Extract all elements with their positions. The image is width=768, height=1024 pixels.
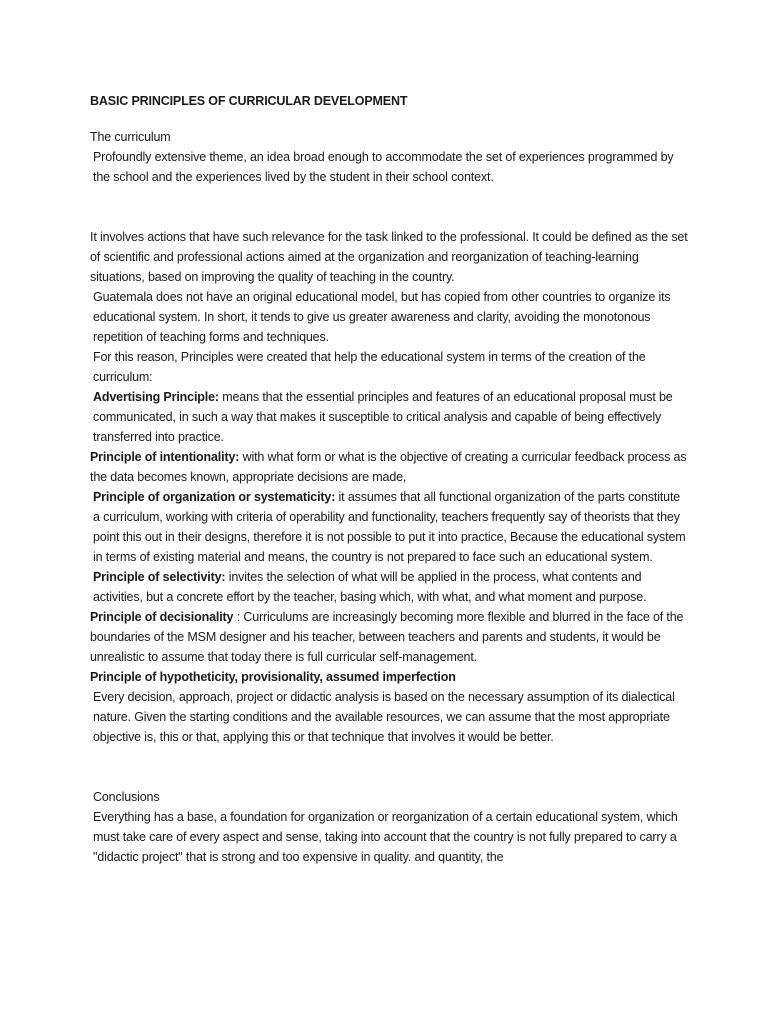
guatemala-paragraph: Guatemala does not have an original educational model, but has copied from other countries to organize its educational system. In short, it tends to give us greater awareness and clarity, avoiding the monotonous repetition of teaching forms and techniques.	[93, 290, 671, 344]
principle-name: Advertising Principle:	[93, 390, 219, 404]
reason-paragraph: For this reason, Principles were created that help the educational system in terms of the creation of the curriculum:	[93, 350, 646, 384]
principle-intentionality	[90, 447, 690, 487]
conclusions-paragraph: Everything has a base, a foundation for organization or reorganization of a certain educational system, which must take care of every aspect and sense, taking into account that the country is not fully prepared to carry a "didactic project" that is strong and too expensive in quality. and quantity, the	[93, 810, 678, 864]
document-title: BASIC PRINCIPLES OF CURRICULAR DEVELOPMENT	[90, 94, 408, 108]
curriculum-heading: The curriculum	[90, 130, 171, 144]
principle-name: Principle of decisionality	[90, 610, 234, 624]
relevance-paragraph: It involves actions that have such relevance for the task linked to the professional. It could be defined as the set of scientific and professional actions aimed at the organization and reorganization of teaching-learning situations, based on improving the quality of teaching in the country.	[90, 230, 688, 284]
principle-organization	[90, 487, 690, 567]
principle-hypotheticity	[90, 667, 690, 687]
principle-decisionality	[90, 607, 690, 667]
decision-paragraph: Every decision, approach, project or didactic analysis is based on the necessary assumption of its dialectical nature. Given the starting conditions and the available resources, we can assume that the most appropriate objective is, this or that, applying this or that technique that involves it would be better.	[93, 690, 675, 744]
document-body	[90, 91, 690, 867]
principle-advertising	[90, 387, 690, 447]
principle-name: Principle of selectivity:	[93, 570, 226, 584]
principle-text: : Curriculums are increasingly becoming more flexible and blurred in the face of the boundaries of the MSM designer and his teacher, between teachers and parents and students, it would be unrealistic to assume that today there is full curricular self-management.	[90, 610, 684, 664]
principle-text: with what form or what is the objective of creating a curricular feedback process as the data becomes known, appropriate decisions are made,	[90, 450, 687, 484]
principle-name: Principle of organization or systematicity:	[93, 490, 336, 504]
principle-text: means that the essential principles and features of an educational proposal must be communicated, in such a way that makes it susceptible to critical analysis and capable of being effectively transferred into practice.	[93, 390, 673, 444]
curriculum-paragraph: Profoundly extensive theme, an idea broad enough to accommodate the set of experiences programmed by the school and the experiences lived by the student in their school context.	[93, 150, 674, 184]
principle-selectivity	[90, 567, 690, 607]
principle-text: it assumes that all functional organization of the parts constitute a curriculum, working with criteria of operability and functionality, teachers frequently say of theorists that they point this out in their designs, therefore it is not possible to put it into practice, Because the educational system in terms of existing material and means, the country is not prepared to face such an educational system.	[93, 490, 686, 564]
principle-name: Principle of hypotheticity, provisionality, assumed imperfection	[90, 670, 456, 684]
conclusions-heading: Conclusions	[93, 790, 160, 804]
principle-text: invites the selection of what will be applied in the process, what contents and activities, but a concrete effort by the teacher, basing which, with what, and what moment and purpose.	[93, 570, 647, 604]
principle-name: Principle of intentionality:	[90, 450, 240, 464]
